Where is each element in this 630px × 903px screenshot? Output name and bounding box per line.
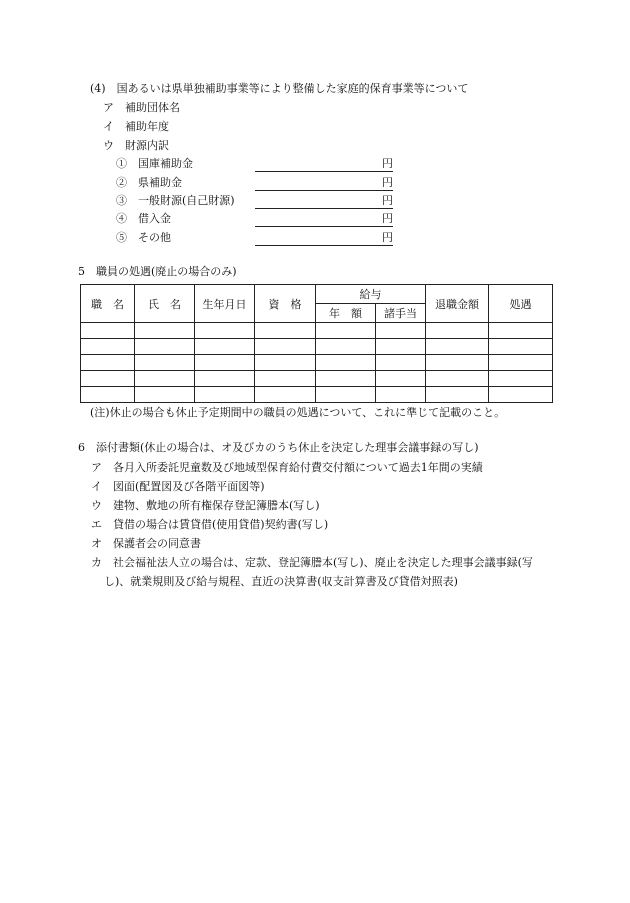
header-birthdate: 生年月日 [195, 285, 255, 323]
table-row [81, 355, 553, 371]
table-cell[interactable] [195, 355, 255, 371]
fund-amount-field[interactable] [255, 231, 393, 246]
header-qualification: 資 格 [255, 285, 316, 323]
header-treatment: 処遇 [489, 285, 553, 323]
fund-unit: 円 [382, 157, 393, 170]
table-cell[interactable] [489, 355, 553, 371]
table-cell[interactable] [255, 339, 316, 355]
fund-unit: 円 [382, 176, 393, 189]
table-cell[interactable] [489, 323, 553, 339]
header-allowances: 諸手当 [376, 304, 426, 323]
table-cell[interactable] [316, 339, 376, 355]
fund-unit: 円 [382, 194, 393, 207]
table-cell[interactable] [195, 387, 255, 403]
table-cell[interactable] [376, 323, 426, 339]
section4-item-i: イ 補助年度 [103, 120, 169, 133]
table-cell[interactable] [195, 339, 255, 355]
table-cell[interactable] [255, 355, 316, 371]
section6-heading: 6 添付書類(休止の場合は、オ及びカのうち休止を決定した理事会議事録の写し) [78, 441, 479, 454]
table-cell[interactable] [316, 371, 376, 387]
fund-unit: 円 [382, 231, 393, 244]
section5-heading: 5 職員の処遇(廃止の場合のみ) [78, 265, 237, 278]
table-cell[interactable] [195, 371, 255, 387]
table-cell[interactable] [426, 387, 489, 403]
section4-item-u: ウ 財源内訳 [103, 139, 169, 152]
table-cell[interactable] [376, 371, 426, 387]
table-cell[interactable] [81, 355, 135, 371]
section6-item: ウ 建物、敷地の所有権保存登記簿謄本(写し) [91, 499, 320, 512]
table-cell[interactable] [316, 387, 376, 403]
header-annual: 年 額 [316, 304, 376, 323]
table-row [81, 339, 553, 355]
table-cell[interactable] [135, 387, 195, 403]
table-cell[interactable] [135, 339, 195, 355]
section4-heading: (4) 国あるいは県単独補助事業等により整備した家庭的保育事業等について [90, 82, 469, 95]
table-cell[interactable] [81, 323, 135, 339]
fund-label: ⑤ その他 [116, 231, 171, 244]
table-row [81, 387, 553, 403]
section4-item-a: ア 補助団体名 [103, 101, 180, 114]
table-row [81, 323, 553, 339]
header-salary: 給与 [316, 285, 426, 304]
table-cell[interactable] [376, 339, 426, 355]
table-cell[interactable] [81, 339, 135, 355]
table-cell[interactable] [489, 371, 553, 387]
header-position: 職 名 [81, 285, 135, 323]
fund-label: ③ 一般財源(自己財源) [116, 194, 235, 207]
table-cell[interactable] [195, 323, 255, 339]
table-row [81, 371, 553, 387]
fund-label: ② 県補助金 [116, 176, 182, 189]
fund-label: ④ 借入金 [116, 212, 171, 225]
fund-amount-field[interactable] [255, 194, 393, 209]
header-retirement: 退職金額 [426, 285, 489, 323]
table-cell[interactable] [489, 339, 553, 355]
table-cell[interactable] [426, 355, 489, 371]
fund-unit: 円 [382, 212, 393, 225]
fund-amount-field[interactable] [255, 212, 393, 227]
table-cell[interactable] [426, 339, 489, 355]
section6-item: ア 各月入所委託児童数及び地域型保育給付費交付額について過去1年間の実績 [91, 461, 483, 474]
section6-item: カ 社会福祉法人立の場合は、定款、登記簿謄本(写し)、廃止を決定した理事会議事録(写 [91, 556, 533, 569]
table-cell[interactable] [316, 355, 376, 371]
table-cell[interactable] [255, 371, 316, 387]
staff-treatment-table [80, 284, 553, 403]
table-cell[interactable] [376, 355, 426, 371]
table-cell[interactable] [255, 387, 316, 403]
table-cell[interactable] [426, 323, 489, 339]
header-name: 氏 名 [135, 285, 195, 323]
fund-amount-field[interactable] [255, 176, 393, 191]
table-cell[interactable] [135, 355, 195, 371]
table-cell[interactable] [426, 371, 489, 387]
table-cell[interactable] [135, 371, 195, 387]
section6-item: イ 図面(配置図及び各階平面図等) [91, 480, 265, 493]
table-cell[interactable] [316, 323, 376, 339]
fund-amount-field[interactable] [255, 157, 393, 172]
table-cell[interactable] [489, 387, 553, 403]
table-cell[interactable] [376, 387, 426, 403]
table-cell[interactable] [81, 387, 135, 403]
table-cell[interactable] [135, 323, 195, 339]
section6-item-continuation: し)、就業規則及び給与規程、直近の決算書(収支計算書及び貸借対照表) [104, 575, 458, 588]
table-cell[interactable] [255, 323, 316, 339]
section6-item: オ 保護者会の同意書 [91, 537, 201, 550]
section6-item: エ 貸借の場合は賃貸借(使用貸借)契約書(写し) [91, 518, 329, 531]
section5-note: (注)休止の場合も休止予定期間中の職員の処遇について、これに準じて記載のこと。 [90, 406, 506, 419]
table-cell[interactable] [81, 371, 135, 387]
fund-label: ① 国庫補助金 [116, 157, 193, 170]
